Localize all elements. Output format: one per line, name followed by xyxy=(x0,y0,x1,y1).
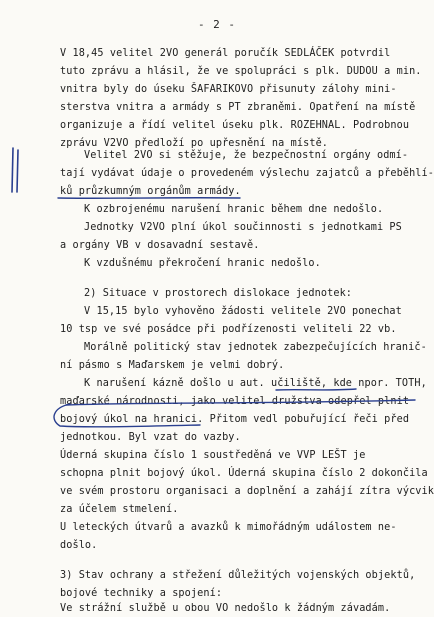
text-line: ků průzkumným orgánům armády. xyxy=(60,186,241,197)
text-line: Ve strážní službě u obou VO nedošlo k žádným závadám. xyxy=(60,603,391,614)
text-line: V 15,15 bylo vyhověno žádosti velitele 2VO ponechat xyxy=(84,306,402,317)
text-line: jednotkou. Byl vzat do vazby. xyxy=(60,432,241,443)
text-line: ve svém prostoru organisaci a doplnění a zahájí zítra výcvik xyxy=(60,486,434,497)
text-line: Úderná skupina číslo 1 soustředěná ve VVP LEŠT je xyxy=(60,450,366,461)
text-line: U leteckých útvarů a avazků k mimořádným událostem ne- xyxy=(60,522,397,533)
text-line: 10 tsp ve své posádce při podřízenosti veliteli 22 vb. xyxy=(60,324,397,335)
text-line: maďarské národnosti, jako velitel družstva odepřel plnit xyxy=(60,396,410,407)
text-line: vnitra byly do úseku ŠAFARIKOVO přisunuty zálohy mini- xyxy=(60,84,397,95)
margin-mark xyxy=(12,148,13,192)
text-line: bojové techniky a spojení: xyxy=(60,588,223,599)
text-line: Velitel 2VO si stěžuje, že bezpečnostní orgány odmí- xyxy=(84,150,409,161)
page-number: - 2 - xyxy=(197,18,237,31)
text-line: zprávu V2VO předloží po upřesnění na místě. xyxy=(60,138,329,149)
section-heading: 3) Stav ochrany a střežení důležitých vojenských objektů, xyxy=(60,570,416,581)
section-heading: 2) Situace v prostorech dislokace jednotek: xyxy=(84,288,353,299)
text-line: Morálně politický stav jednotek zabezpečujících hranič- xyxy=(84,342,427,353)
text-line: tají vydávat údaje o provedeném výslechu zajatců a přeběhlí- xyxy=(60,168,434,179)
text-line: a orgány VB v dosavadní sestavě. xyxy=(60,240,260,251)
text-line: sterstva vnitra a armády s PT zbraněmi. Opatření na místě xyxy=(60,102,416,113)
text-line: tuto zprávu a hlásil, že ve spolupráci s plk. DUDOU a min. xyxy=(60,66,422,77)
text-line: K vzdušnému překročení hranic nedošlo. xyxy=(84,258,321,269)
text-line: K narušení kázně došlo u aut. učiliště, kde npor. TOTH, xyxy=(84,378,427,389)
margin-mark xyxy=(17,150,18,192)
text-line: došlo. xyxy=(60,540,98,551)
text-line: za účelem stmelení. xyxy=(60,504,179,515)
text-line: schopna plnit bojový úkol. Úderná skupina číslo 2 dokončila xyxy=(60,468,428,479)
text-line: ní pásmo s Maďarskem je velmi dobrý. xyxy=(60,360,285,371)
text-line: organizuje a řídí velitel úseku plk. ROZEHNAL. Podrobnou xyxy=(60,120,410,131)
text-line: V 18,45 velitel 2VO generál poručík SEDLÁČEK potvrdil xyxy=(60,48,391,59)
text-line: bojový úkol na hranici. Přitom vedl pobuřující řeči před xyxy=(60,414,410,425)
text-line: Jednotky V2VO plní úkol součinnosti s jednotkami PS xyxy=(84,222,402,233)
text-line: K ozbrojenému narušení hranic během dne nedošlo. xyxy=(84,204,384,215)
